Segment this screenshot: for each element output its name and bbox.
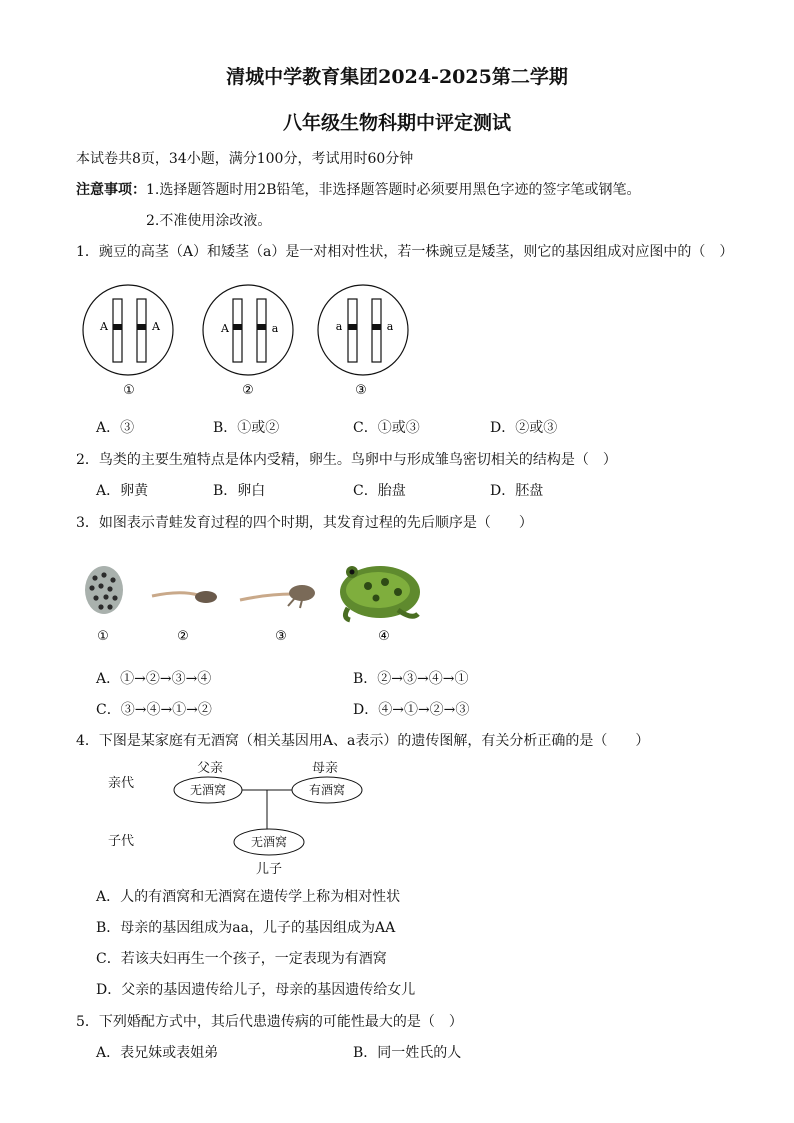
exam-subtitle: 八年级生物科期中评定测试: [282, 112, 511, 134]
father-trait: 无酒窝: [189, 783, 227, 797]
q5-option-b: B．同一姓氏的人: [353, 1045, 462, 1061]
gene-label: a: [271, 322, 279, 335]
notice-item-1: 1.选择题答题时用2B铅笔，非选择题答题时必须要用黑色字迹的签字笔或钢笔。: [146, 182, 641, 198]
child-generation-label: 子代: [108, 834, 135, 849]
stage-label: ①: [97, 629, 109, 644]
figure-number-label: ③: [355, 383, 367, 398]
stage-label: ③: [275, 629, 287, 644]
gene-label: A: [221, 322, 229, 335]
q1-chromosome-figure: [80, 282, 440, 402]
notice-block: [76, 179, 641, 199]
frog-eggs-icon: [85, 566, 123, 614]
gene-label: A: [100, 320, 108, 333]
q3-stem: 3．如图表示青蛙发育过程的四个时期，其发育过程的先后顺序是（ ）: [76, 515, 533, 531]
father-label: 父亲: [196, 761, 224, 776]
q2-option-d: D．胚盘: [490, 483, 544, 499]
son-trait: 无酒窝: [250, 835, 288, 849]
mother-trait: 有酒窝: [308, 783, 346, 797]
mother-label: 母亲: [311, 761, 339, 776]
q3-option-d: D．④→①→②→③: [353, 702, 470, 718]
q2-option-a: A．卵黄: [96, 483, 149, 499]
q4-option-a: A．人的有酒窝和无酒窝在遗传学上称为相对性状: [96, 889, 401, 905]
tadpole-with-legs-icon: [240, 585, 315, 608]
q4-option-d: D．父亲的基因遗传给儿子，母亲的基因遗传给女儿: [96, 982, 416, 998]
gene-label: A: [152, 320, 160, 333]
q1-option-c: C．①或③: [353, 420, 420, 436]
q1-option-b: B．①或②: [213, 420, 280, 436]
q3-option-a: A．①→②→③→④: [96, 671, 212, 687]
q1-stem: 1．豌豆的高茎（A）和矮茎（a）是一对相对性状，若一株豌豆是矮茎，则它的基因组成对应图中的（ ）: [76, 244, 734, 260]
stage-label: ②: [177, 629, 189, 644]
chromosome-diagram-1: [83, 285, 173, 398]
q4-inheritance-diagram: [100, 756, 380, 878]
exam-title: 清城中学教育集团2024-2025第二学期: [226, 66, 568, 88]
chromosome-diagram-2: [203, 285, 293, 398]
figure-number-label: ①: [123, 383, 135, 398]
son-label: 儿子: [255, 862, 283, 877]
q1-option-a: A．③: [96, 420, 135, 436]
adult-frog-icon: [340, 566, 420, 620]
q5-stem: 5．下列婚配方式中，其后代患遗传病的可能性最大的是（ ）: [76, 1014, 463, 1030]
notice-item-2: 2.不准使用涂改液。: [146, 213, 272, 229]
gene-label: a: [386, 320, 394, 333]
chromosome-diagram-3: [318, 285, 408, 398]
stage-label: ④: [378, 629, 390, 644]
q2-stem: 2．鸟类的主要生殖特点是体内受精，卵生。鸟卵中与形成雏鸟密切相关的结构是（ ）: [76, 452, 617, 468]
q1-option-d: D．②或③: [490, 420, 558, 436]
q4-stem: 4．下图是某家庭有无酒窝（相关基因用A、a表示）的遗传图解，有关分析正确的是（ ）: [76, 733, 650, 749]
q3-option-c: C．③→④→①→②: [96, 702, 212, 718]
gene-label: a: [335, 320, 343, 333]
q2-option-b: B．卵白: [213, 483, 266, 499]
parent-generation-label: 亲代: [108, 776, 135, 791]
exam-info: 本试卷共8页，34小题，满分100分，考试用时60分钟: [76, 151, 414, 167]
q3-option-b: B．②→③→④→①: [353, 671, 469, 687]
q2-option-c: C．胎盘: [353, 483, 406, 499]
q5-option-a: A．表兄妹或表姐弟: [96, 1045, 219, 1061]
figure-number-label: ②: [242, 383, 254, 398]
notice-label: 注意事项：: [76, 182, 146, 198]
q4-option-c: C．若该夫妇再生一个孩子，一定表现为有酒窝: [96, 951, 387, 967]
q3-frog-development-figure: [80, 556, 440, 656]
tadpole-icon: [152, 591, 217, 603]
q4-option-b: B．母亲的基因组成为aa，儿子的基因组成为AA: [96, 920, 396, 936]
